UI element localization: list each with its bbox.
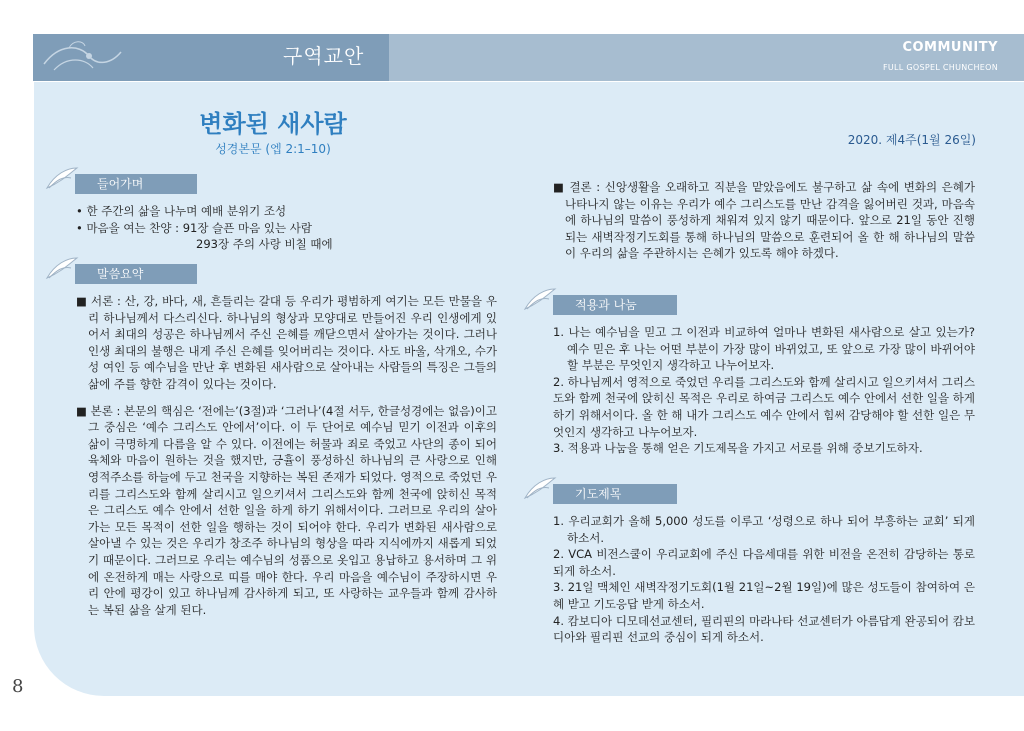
leaf-icon <box>523 476 557 500</box>
leaf-icon <box>45 166 79 190</box>
intro-body <box>76 203 516 253</box>
sermon-conclusion-paragraph: ■ 결론 : 신앙생활을 오래하고 직분을 맡았음에도 불구하고 삶 속에 변화의 은혜가 나타나지 않는 이유는 우리가 예수 그리스도를 만난 감격을 잃어버린 것과, 마음속에 하나님의 말씀이 풍성하게 채워져 있지 않기 때문이다. 앞으로 21일 동안 진행되는 새벽작정기도회를 통해 하나님의 말씀으로 훈련되어 올 한 해 하나님의 말씀이 우리의 삶을 주관하시는 은혜가 있도록 해야 하겠다. <box>553 180 975 261</box>
section-heading-sermon-label: 말씀요약 <box>97 267 144 281</box>
header-title: 구역교안 <box>283 44 365 68</box>
ornament-swirl-icon <box>39 34 129 81</box>
community-label: COMMUNITY <box>902 40 998 55</box>
conclusion-body <box>553 179 975 262</box>
page-number: 8 <box>12 676 24 697</box>
section-heading-intro-label: 들어가며 <box>97 177 144 191</box>
prayer-item-3: 3. 21일 맥체인 새벽작정기도회(1월 21일~2월 19일)에 많은 성도들이 참여하여 은혜 받고 기도응답 받게 하소서. <box>553 580 975 611</box>
intro-line-1: • 한 주간의 삶을 나누며 예배 분위기 조성 <box>76 204 287 218</box>
apply-item-1: 1. 나는 예수님을 믿고 그 이전과 비교하여 얼마나 변화된 새사람으로 살고 있는가? 예수 믿은 후 나는 어떤 부분이 가장 많이 바뀌었고, 또 앞으로 가장 많이 바뀌어야 할 부분은 무엇인지 생각하고 나누어보자. <box>553 325 975 373</box>
sermon-intro-paragraph: ■ 서론 : 산, 강, 바다, 새, 흔들리는 갈대 등 우리가 평범하게 여기는 모든 만물을 우리 하나님께서 다스리신다. 하나님의 형상과 모양대로 만들어진 우리 인생에게 있어서 최대의 성공은 하나님께서 주신 은혜를 깨닫으면서 살아가는 것이다. 그러나 인생 최대의 불행은 내게 주신 은혜를 잊어버리는 것이다. 사도 바울, 삭개오, 수가성 여인 등 예수님을 만난 후 변화된 새사람으로 살아내는 사람들의 특징은 그들의 삶에 주를 향한 감격이 있다는 것이다. <box>76 294 497 391</box>
church-name: FULL GOSPEL CHUNCHEON <box>882 63 998 72</box>
apply-body <box>553 324 975 457</box>
prayer-item-4: 4. 캄보디아 디모데선교센터, 필리핀의 마라나타 선교센터가 아름답게 완공되어 캄보디아와 필리핀 선교의 중심이 되게 하소서. <box>553 613 975 645</box>
sermon-body <box>76 293 497 618</box>
section-heading-apply-label: 적용과 나눔 <box>575 298 637 312</box>
leaf-icon <box>523 287 557 311</box>
prayer-item-1: 1. 우리교회가 올해 5,000 성도를 이루고 ‘성령으로 하나 되어 부흥하는 교회’ 되게 하소서. <box>553 514 975 545</box>
section-heading-apply <box>553 295 677 315</box>
section-heading-intro <box>75 174 197 194</box>
leaf-icon <box>45 256 79 280</box>
prayer-item-2: 2. VCA 비전스쿨이 우리교회에 주신 다음세대를 위한 비전을 온전히 감당하는 통로 되게 하소서. <box>553 547 975 578</box>
section-heading-prayer-label: 기도제목 <box>575 487 622 501</box>
intro-line-3: 293장 주의 사랑 비칠 때에 <box>196 237 333 252</box>
apply-item-2: 2. 하나님께서 영적으로 죽었던 우리를 그리스도와 함께 살리시고 일으키셔서 그리스도와 함께 천국에 앉히신 목적은 우리로 하여금 그리스도 예수 안에서 선한 일을 하게 하기 위해서이다. 올 한 해 내가 그리스도 예수 안에서 힘써 감당해야 할 선한 일은 무엇인지 생각하고 나누어보자. <box>553 374 975 439</box>
section-heading-prayer <box>553 484 677 504</box>
sermon-main-paragraph: ■ 본론 : 본문의 핵심은 ‘전에는’(3절)과 ‘그러나’(4절 서두, 한글성경에는 없음)이고 그 중심은 ‘예수 그리스도 안에서’이다. 이 두 단어로 예수님 믿기 이전과 이후의 삶이 극명하게 다름을 알 수 있다. 이전에는 허물과 죄로 죽었고 사단의 종이 되어 육체와 마음이 원하는 것을 했지만, 긍휼이 풍성하신 하나님의 큰 사랑으로 인해 영적주소를 하늘에 두고 천국을 지향하는 복된 존재가 되었다. 영적으로 죽었던 우리를 그리스도와 함께 살리시고 일으키셔서 그리스도와 함께 천국에 앉히신 목적은 그리스도 예수 안에서 선한 일을 하게 하기 위해서이다. 그러므로 우리의 살아가는 모든 목적이 선한 일을 행하는 것이 되어야 한다. 우리가 변화된 새사람으로 살아낼 수 있는 것은 우리가 창조주 하나님의 형상을 따라 지식에까지 새롭게 되었기 때문이다. 그러므로 우리는 예수님의 성품으로 옷입고 용납하고 용서하며 그 위에 온전하게 매는 사랑으로 띠를 매야 한다. 우리 마음을 예수님이 주장하시면 우리 안에 평강이 있고 하나님께 감사하게 되고, 또 사랑하는 교우들과 함께 감사하는 복된 삶을 살게 된다. <box>76 403 497 617</box>
section-heading-sermon <box>75 264 197 284</box>
lesson-date: 2020. 제4주(1월 26일) <box>847 133 976 147</box>
apply-item-3: 3. 적용과 나눔을 통해 얻은 기도제목을 가지고 서로를 위해 중보기도하자. <box>553 441 923 456</box>
intro-line-2: • 마음을 여는 찬양 : 91장 슬픈 마음 있는 사람 <box>76 220 312 235</box>
lesson-title: 변화된 새사람 <box>199 110 347 138</box>
prayer-body <box>553 513 975 646</box>
scripture-reference: 성경본문 (엡 2:1–10) <box>215 142 331 156</box>
